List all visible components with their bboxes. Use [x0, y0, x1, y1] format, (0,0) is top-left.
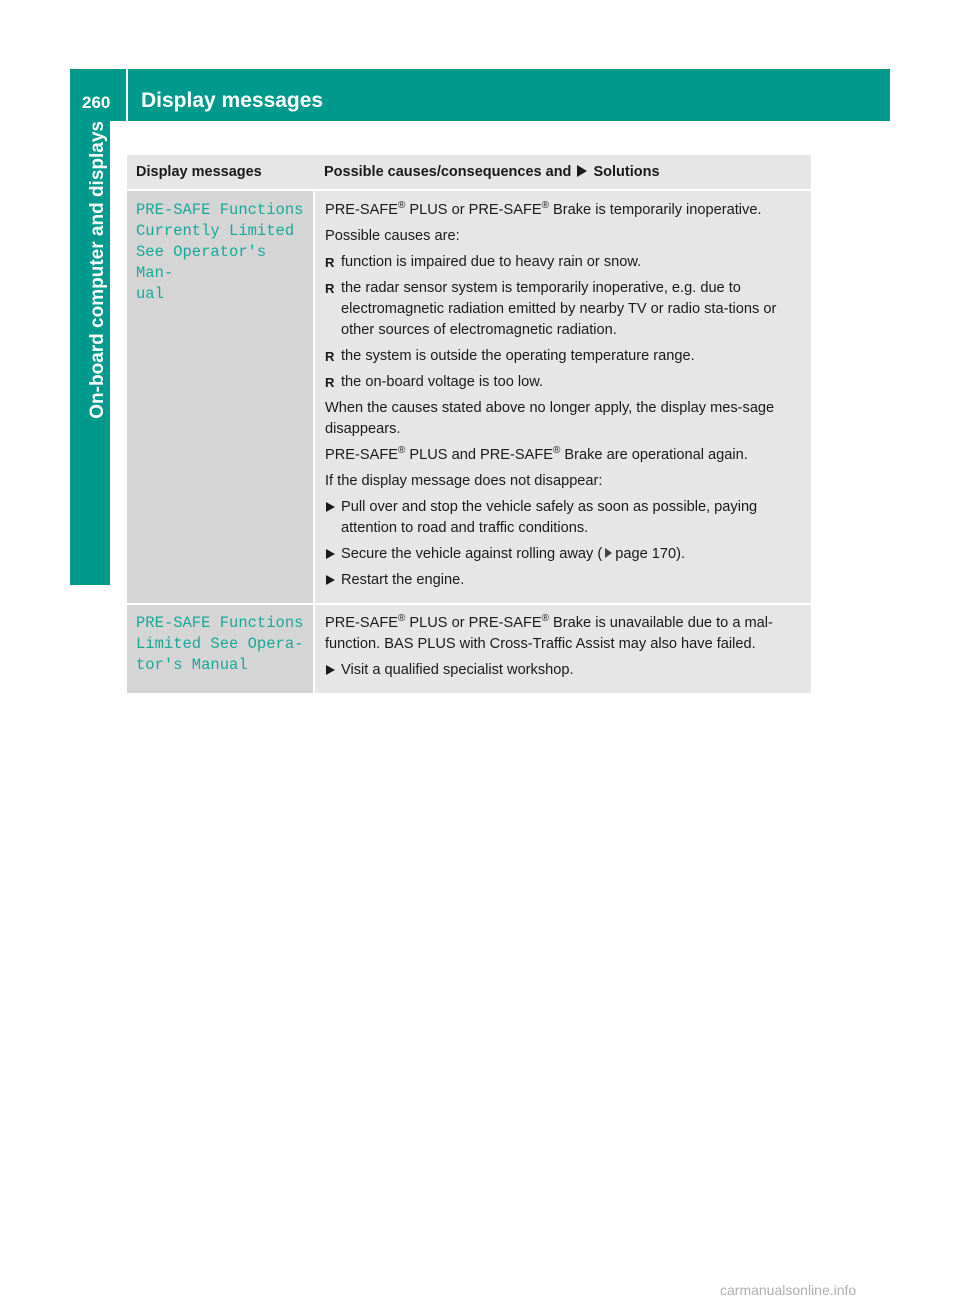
header-divider: [126, 69, 128, 121]
chapter-side-tab: [70, 121, 110, 585]
registered-mark: ®: [541, 200, 549, 212]
paragraph: Possible causes are:: [325, 228, 460, 244]
chapter-label: On-board computer and displays: [87, 121, 108, 419]
list-item: R the system is outside the operating temperature range.: [325, 346, 803, 367]
column-header-messages: Display messages: [127, 155, 314, 190]
step-triangle-icon: [326, 549, 335, 559]
bullet-r-icon: R: [325, 375, 335, 390]
page-reference-link[interactable]: page 170).: [615, 546, 686, 562]
instruction-step: Restart the engine.: [325, 570, 803, 591]
instruction-step: Visit a qualified specialist workshop.: [325, 660, 803, 681]
list-item: R the on-board voltage is too low.: [325, 372, 803, 393]
paragraph: PRE-SAFE® PLUS and PRE-SAFE® Brake are operational again.: [325, 445, 748, 463]
page-header: [70, 69, 890, 121]
registered-mark: ®: [541, 613, 549, 625]
message-cell: [127, 190, 314, 604]
list-item: R the radar sensor system is temporarily inoperative, e.g. due to electromagnetic radiation emitted by nearby TV or radio sta-tions or other sources of electromagnetic radiation.: [325, 280, 777, 338]
bullet-r-icon: R: [325, 255, 335, 270]
registered-mark: ®: [397, 445, 406, 457]
bullet-r-icon: R: [325, 349, 335, 364]
display-message-text: PRE-SAFE Functions Currently Limited See Operator's Man‐ ual: [136, 201, 304, 303]
page-reference-icon: [605, 548, 612, 558]
solution-cell: [314, 190, 811, 604]
list-item: R function is impaired due to heavy rain or snow.: [325, 252, 803, 273]
page-number: 260: [82, 93, 111, 112]
play-triangle-icon: [577, 165, 587, 177]
display-messages-table: [127, 155, 811, 695]
watermark: carmanualsonline.info: [720, 1282, 857, 1298]
paragraph: PRE-SAFE® PLUS or PRE-SAFE® Brake is temporarily inoperative.: [325, 200, 762, 218]
message-cell: [127, 604, 314, 694]
table-row: [127, 604, 811, 694]
column-header-solutions-text: Possible causes/consequences and: [324, 164, 572, 180]
column-header-solutions: [314, 155, 811, 190]
registered-mark: ®: [397, 200, 406, 212]
instruction-step: Pull over and stop the vehicle safely as soon as possible, paying attention to road and traffic conditions.: [325, 497, 803, 539]
step-triangle-icon: [326, 575, 335, 585]
step-triangle-icon: [326, 502, 335, 512]
paragraph: If the display message does not disappear:: [325, 473, 603, 489]
bullet-r-icon: R: [325, 281, 335, 296]
registered-mark: ®: [552, 445, 561, 457]
column-header-solutions-label: Solutions: [593, 164, 660, 180]
display-message-text: PRE-SAFE Functions Limited See Opera‐ tor's Manual: [136, 614, 304, 674]
step-triangle-icon: [326, 665, 335, 675]
table-row: [127, 190, 811, 604]
paragraph: PRE-SAFE® PLUS or PRE-SAFE® Brake is unavailable due to a mal-function. BAS PLUS with Cross-Traffic Assist may also have failed.: [325, 613, 773, 652]
table-header-row: [127, 155, 811, 190]
instruction-step: Secure the vehicle against rolling away ( page 170).: [325, 544, 803, 565]
page-title: Display messages: [141, 89, 324, 112]
registered-mark: ®: [397, 613, 406, 625]
solution-cell: [314, 604, 811, 694]
paragraph: When the causes stated above no longer apply, the display mes-sage disappears.: [325, 400, 775, 437]
